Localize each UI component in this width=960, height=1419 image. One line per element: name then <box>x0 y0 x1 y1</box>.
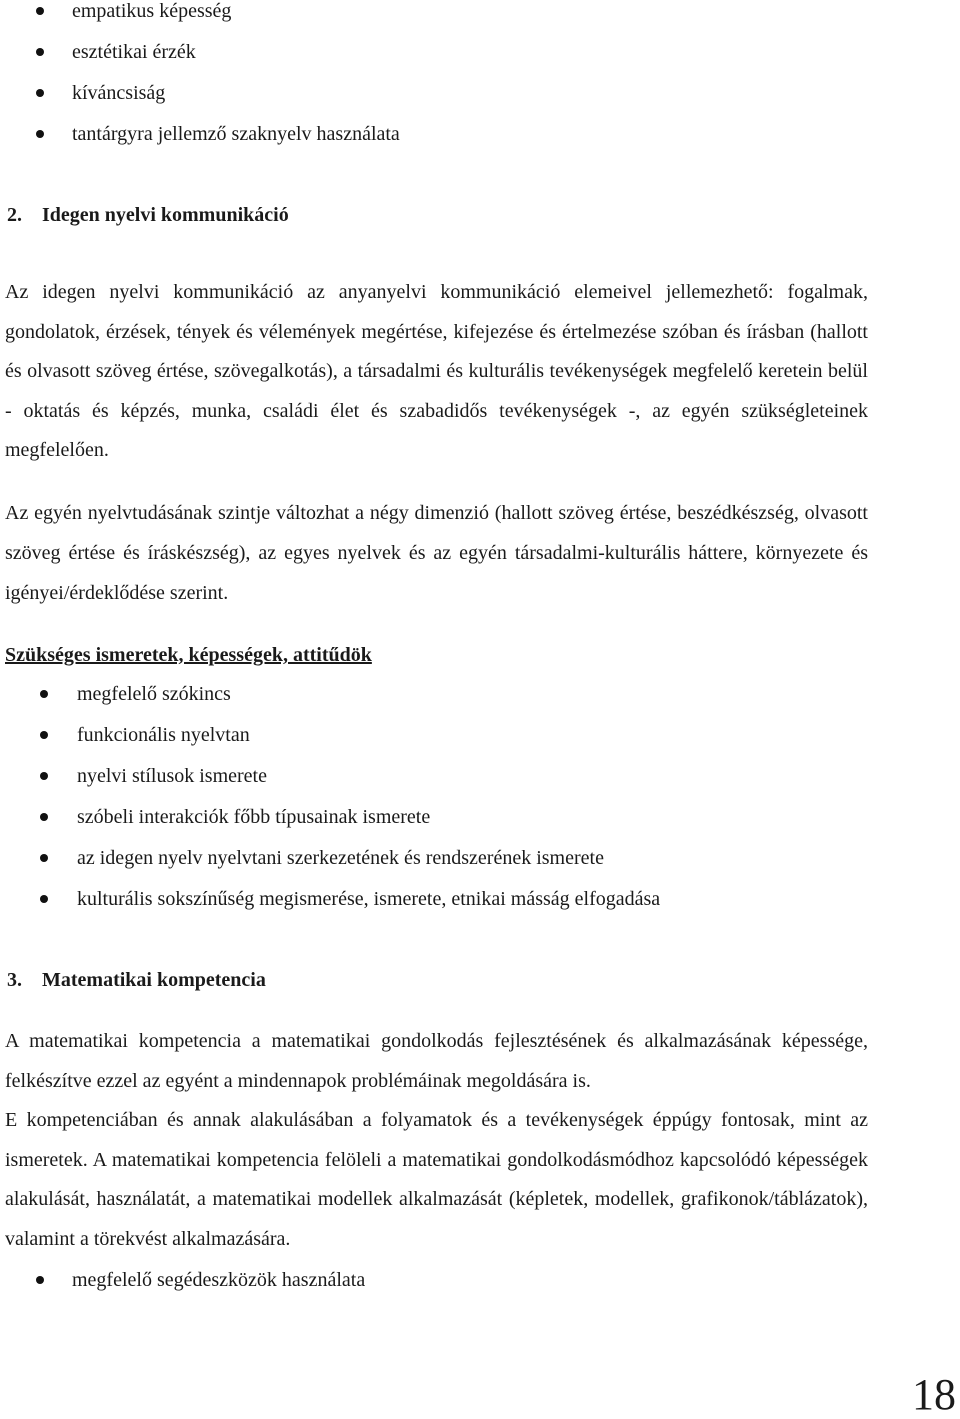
list-item: kulturális sokszínűség megismerése, ismerete, etnikai másság elfogadása <box>0 879 660 920</box>
list-item: megfelelő szókincs <box>0 674 660 715</box>
list-item: nyelvi stílusok ismerete <box>0 756 660 797</box>
bullet-icon <box>40 731 48 739</box>
section-number: 2. <box>7 204 22 226</box>
paragraph: Az egyén nyelvtudásának szintje változhat a négy dimenzió (hallott szöveg értése, beszédkészség, olvasott szöveg értése és íráskészség), az egyes nyelvek és az egyén társadalmi-kulturális háttere, környezete és igényei/érdeklődése szerint. <box>5 502 868 604</box>
list-item: funkcionális nyelvtan <box>0 715 660 756</box>
list-item: empatikus képesség <box>0 0 400 32</box>
skills-bullet-list <box>0 674 660 920</box>
paragraph: Az idegen nyelvi kommunikáció az anyanyelvi kommunikáció elemeivel jellemezhető: fogalmak, gondolatok, érzések, tények és vélemények megértése, kifejezése és értelmezése szóban és írásban (hallott és olvasott szöveg értése, szövegalkotás), a társadalmi és kulturális tevékenységek megfelelő keretein belül - oktatás és képzés, munka, családi élet és szabadidős tevékenységek -, az egyén szükségleteinek megfelelően. <box>5 281 868 462</box>
bullet-icon <box>36 89 44 97</box>
list-item: szóbeli interakciók főbb típusainak ismerete <box>0 797 660 838</box>
section-title: Matematikai kompetencia <box>42 969 266 991</box>
subheading: Szükséges ismeretek, képességek, attitűdök <box>5 644 372 666</box>
top-bullet-list <box>0 0 400 155</box>
section-title: Idegen nyelvi kommunikáció <box>42 204 289 226</box>
section-number: 3. <box>7 969 22 991</box>
list-item: az idegen nyelv nyelvtani szerkezetének és rendszerének ismerete <box>0 838 660 879</box>
bullet-icon <box>36 1276 44 1284</box>
bullet-icon <box>36 48 44 56</box>
section-heading <box>7 965 266 995</box>
paragraph: E kompetenciában és annak alakulásában a folyamatok és a tevékenységek éppúgy fontosak, mint az ismeretek. A matematikai kompetencia felöleli a matematikai gondolkodásmódhoz kapcsolódó képességek alakulását, használatát, a matematikai modellek alkalmazását (képletek, modellek, grafikonok/táblázatok), valamint a törekvést alkalmazására. <box>5 1109 868 1250</box>
page-number: 18 <box>912 1370 956 1419</box>
bullet-icon <box>40 854 48 862</box>
bullet-icon <box>40 895 48 903</box>
section-heading <box>7 200 289 230</box>
list-item: esztétikai érzék <box>0 32 400 73</box>
bullet-icon <box>40 690 48 698</box>
bullet-icon <box>36 7 44 15</box>
bullet-icon <box>36 130 44 138</box>
list-item: kíváncsiság <box>0 73 400 114</box>
paragraph: A matematikai kompetencia a matematikai gondolkodás fejlesztésének és alkalmazásának képessége, felkészítve ezzel az egyént a mindennapok problémáinak megoldására is. <box>5 1030 868 1092</box>
list-item: megfelelő segédeszközök használata <box>0 1260 365 1301</box>
list-item: tantárgyra jellemző szaknyelv használata <box>0 114 400 155</box>
bullet-icon <box>40 813 48 821</box>
math-bullet-list <box>0 1260 365 1301</box>
bullet-icon <box>40 772 48 780</box>
